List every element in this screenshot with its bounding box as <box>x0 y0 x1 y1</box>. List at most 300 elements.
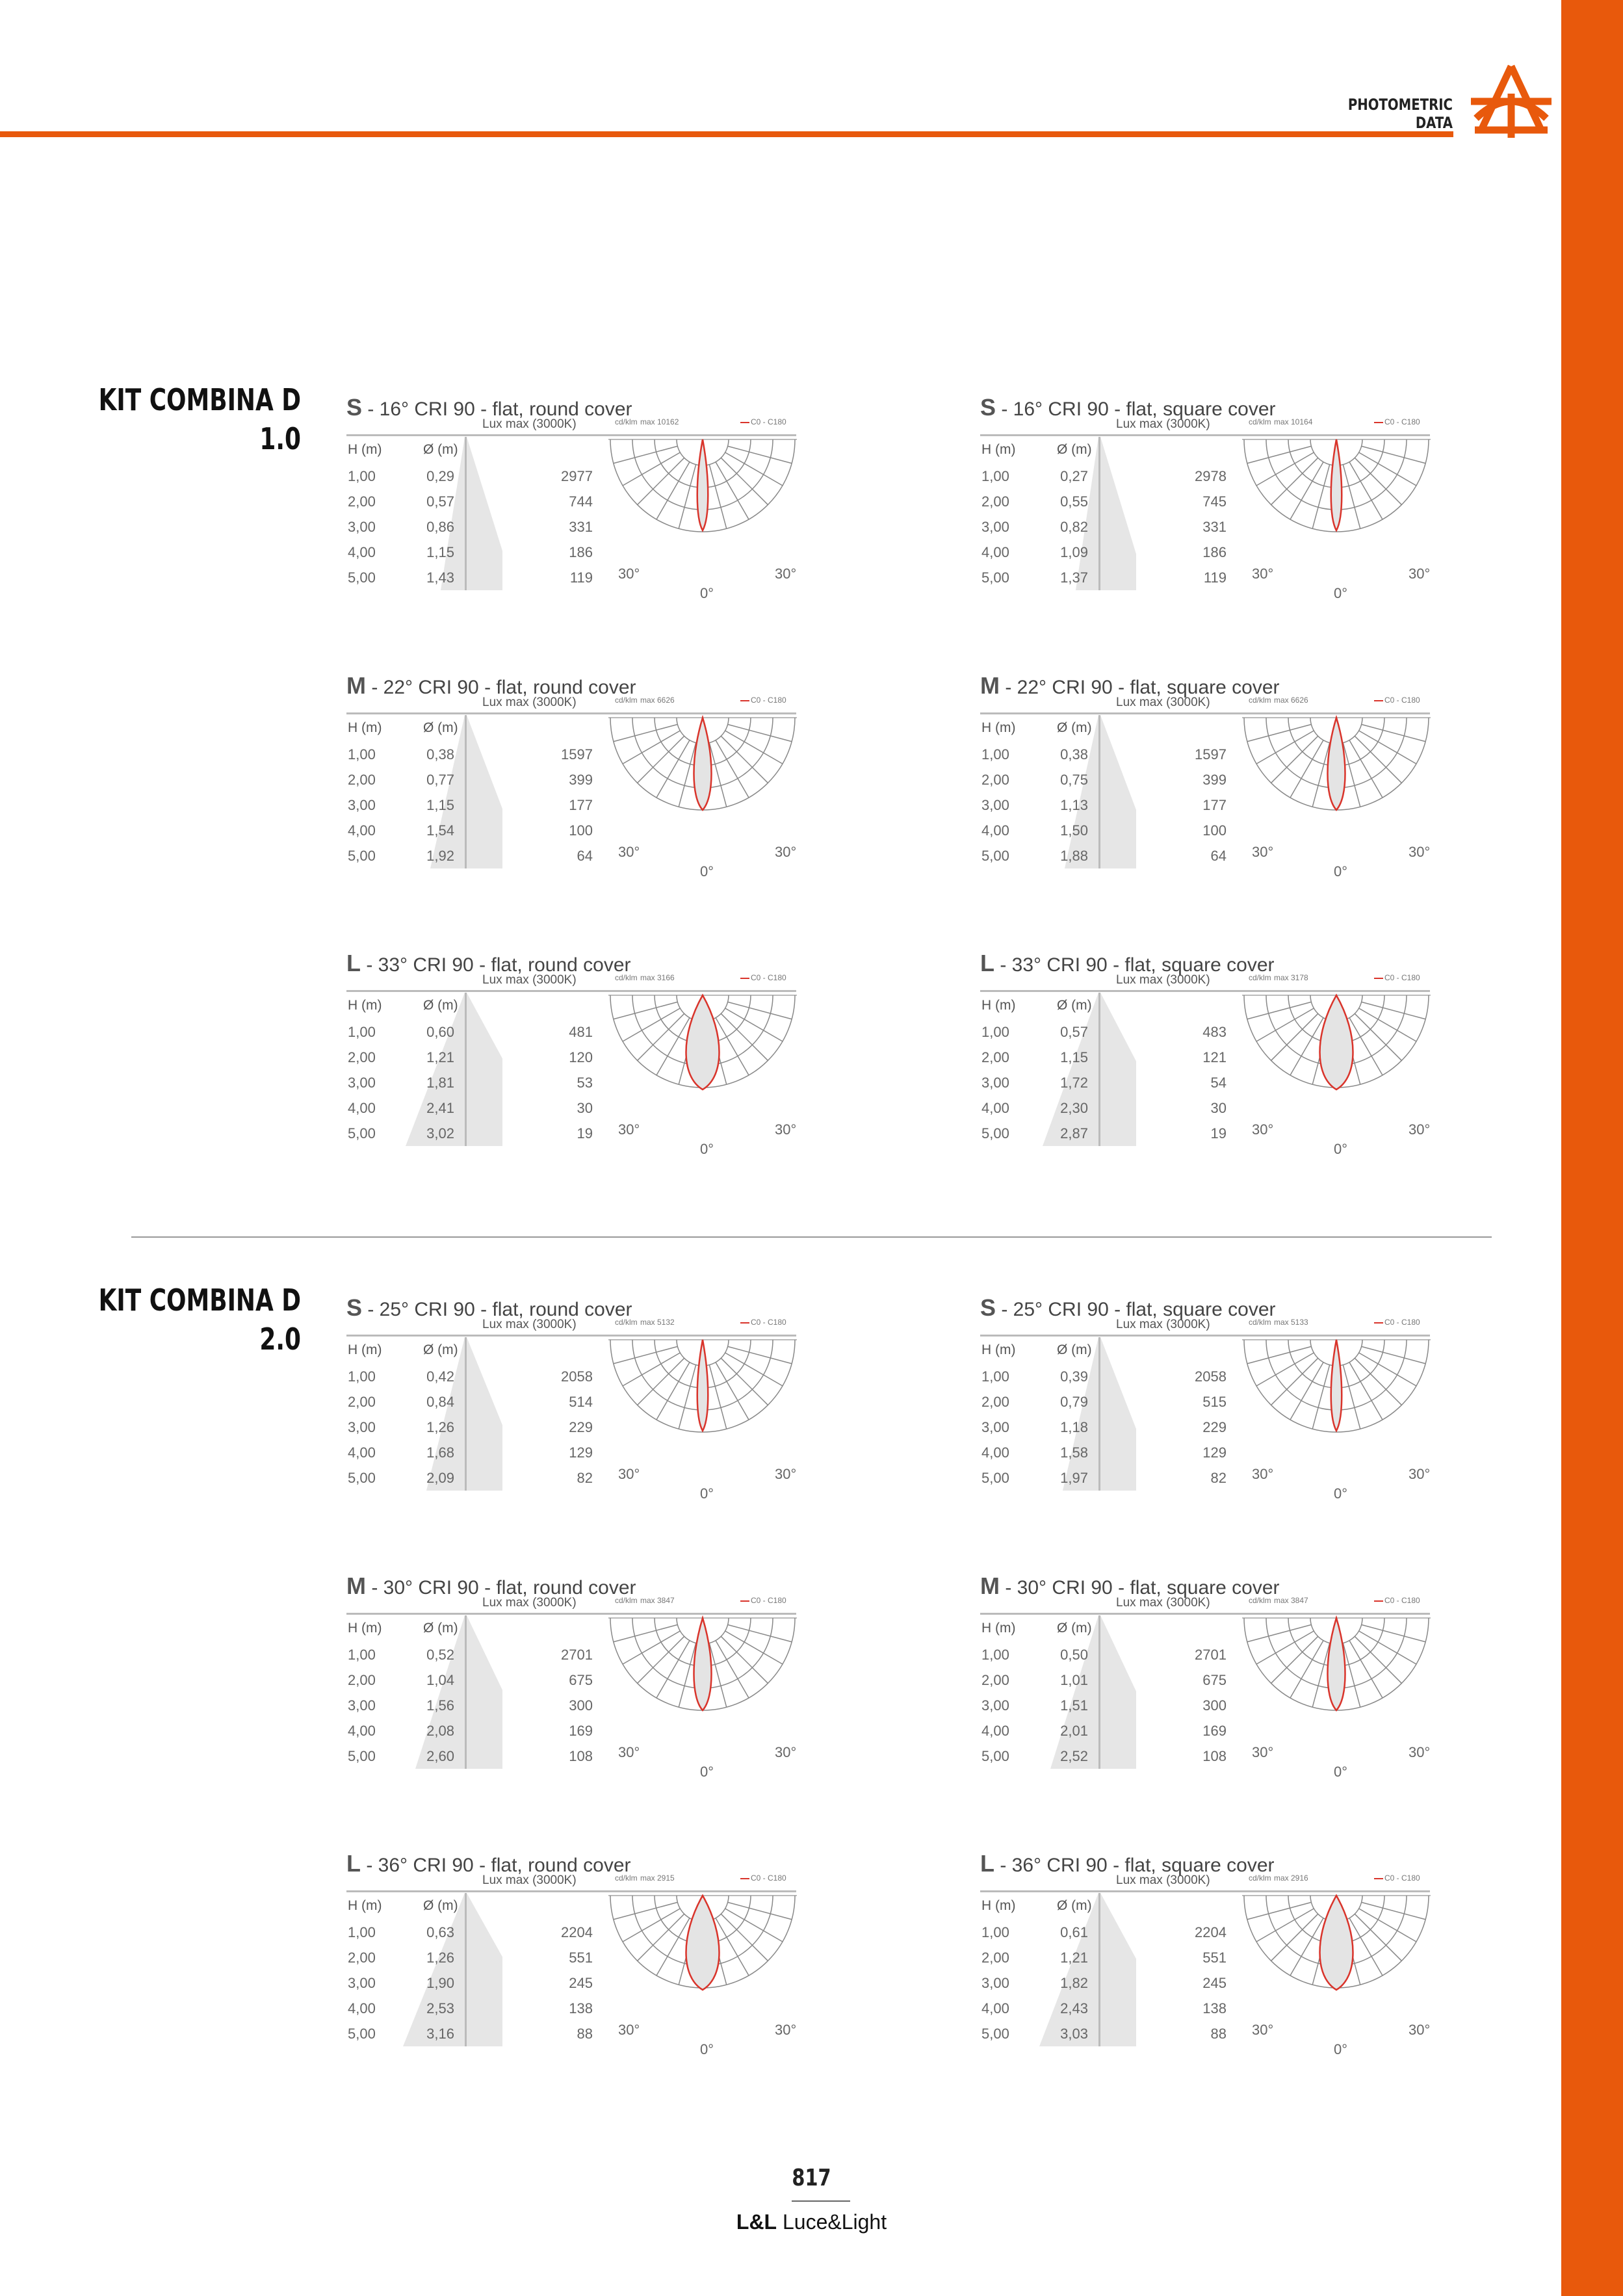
legend-label: C0 - C180 <box>751 417 786 426</box>
photometric-block <box>346 1294 801 1509</box>
polar-grid-ray <box>1271 1636 1318 1683</box>
unit-label: cd/klm <box>615 1596 638 1605</box>
height-value: 1,00 <box>348 1368 376 1385</box>
angle-label-left: 30° <box>1252 1466 1274 1482</box>
polar-grid-ray <box>679 1365 695 1429</box>
height-value: 3,00 <box>348 519 376 535</box>
lux-value: 2977 <box>561 468 593 484</box>
height-value: 4,00 <box>348 1100 376 1116</box>
lux-value: 64 <box>1210 848 1227 864</box>
lux-max-header: Lux max (3000K) <box>1116 1873 1210 1887</box>
angle-label-bottom: 0° <box>700 1141 714 1157</box>
lux-value: 483 <box>1202 1024 1227 1040</box>
polar-grid-ray <box>716 740 749 798</box>
legend-label: C0 - C180 <box>1384 417 1420 426</box>
angle-label-left: 30° <box>1252 2022 1274 2038</box>
diameter-value: 2,53 <box>426 2000 454 2016</box>
legend-label: C0 - C180 <box>751 1318 786 1327</box>
angle-label-left: 30° <box>1252 566 1274 582</box>
diameter-value: 0,52 <box>426 1647 454 1663</box>
lux-value: 2701 <box>1195 1647 1227 1663</box>
polar-grid-ray <box>721 1013 768 1060</box>
height-value: 1,00 <box>981 468 1009 484</box>
polar-grid-ray <box>728 1002 792 1019</box>
beam-description: - 25° CRI 90 - flat, square cover <box>1001 1299 1276 1320</box>
polar-grid-ray <box>638 1013 684 1060</box>
polar-grid-ray <box>716 1918 749 1976</box>
diameter-value: 1,15 <box>426 797 454 813</box>
polar-grid-ray <box>721 458 768 504</box>
height-value: 3,00 <box>348 1419 376 1435</box>
legend-label: C0 - C180 <box>1384 1873 1420 1883</box>
light-cone-wedge <box>346 714 502 870</box>
height-value: 4,00 <box>348 1444 376 1461</box>
light-cone-wedge <box>346 1614 502 1770</box>
lux-max-header: Lux max (3000K) <box>482 1596 577 1610</box>
polar-grid-ray <box>709 1365 726 1429</box>
lux-value: 30 <box>577 1100 593 1116</box>
lux-value: 186 <box>569 544 593 560</box>
polar-grid-ray <box>1362 446 1426 463</box>
table-divider <box>465 1893 467 2046</box>
light-cone-wedge <box>346 991 502 1147</box>
brand-short: L&L <box>736 2210 777 2234</box>
diameter-value: 1,82 <box>1060 1975 1088 1991</box>
beam-description: - 16° CRI 90 - flat, round cover <box>367 398 632 420</box>
height-value: 2,00 <box>981 1950 1009 1966</box>
table-divider <box>465 1337 467 1491</box>
polar-grid-ray <box>1290 740 1323 798</box>
diameter-column-header: Ø (m) <box>1057 1621 1092 1636</box>
diameter-value: 0,82 <box>1060 519 1088 535</box>
beam-description: - 16° CRI 90 - flat, square cover <box>1001 398 1276 420</box>
height-value: 2,00 <box>348 493 376 510</box>
lux-value: 30 <box>1210 1100 1227 1116</box>
angle-label-left: 30° <box>618 1744 640 1760</box>
height-column-header: H (m) <box>981 442 1016 457</box>
polar-grid-ray <box>1247 1624 1312 1641</box>
lux-value: 100 <box>1202 822 1227 839</box>
diameter-value: 1,50 <box>1060 822 1088 839</box>
side-color-band <box>1561 0 1623 2296</box>
diameter-value: 1,26 <box>426 1950 454 1966</box>
light-cone-shape <box>1065 715 1136 868</box>
intensity-curve-c0-c180 <box>686 995 720 1089</box>
height-value: 5,00 <box>348 848 376 864</box>
lux-value: 100 <box>569 822 593 839</box>
diameter-value: 1,81 <box>426 1075 454 1091</box>
polar-grid-ray <box>721 736 768 783</box>
polar-grid-ray <box>1271 458 1318 504</box>
brand-footer <box>650 2210 973 2234</box>
beam-size-letter: S <box>346 1294 363 1321</box>
max-intensity-label: max 5133 <box>1274 1318 1308 1327</box>
diameter-value: 2,43 <box>1060 2000 1088 2016</box>
height-value: 3,00 <box>981 1419 1009 1435</box>
diameter-value: 0,77 <box>426 772 454 788</box>
polar-grid-ray <box>614 724 678 741</box>
diameter-value: 0,57 <box>426 493 454 510</box>
polar-grid-ray <box>1256 452 1314 486</box>
polar-grid-ray <box>1355 1636 1401 1683</box>
lux-value: 229 <box>569 1419 593 1435</box>
polar-grid-ray <box>656 740 690 798</box>
height-column-header: H (m) <box>348 1342 382 1357</box>
angle-label-bottom: 0° <box>1334 1485 1348 1502</box>
polar-grid-ray <box>638 458 684 504</box>
lux-value: 88 <box>1210 2026 1227 2042</box>
height-value: 1,00 <box>981 1924 1009 1940</box>
light-cone-wedge <box>980 1892 1136 2048</box>
polar-grid-ray <box>623 452 680 486</box>
diameter-value: 1,97 <box>1060 1470 1088 1486</box>
intensity-curve-c0-c180 <box>1331 1340 1342 1431</box>
lux-value: 245 <box>1202 1975 1227 1991</box>
table-divider <box>1098 437 1100 590</box>
polar-grid-ray <box>1290 462 1323 519</box>
polar-grid-ray <box>1359 731 1416 764</box>
light-cone-shape <box>415 1615 502 1769</box>
polar-grid-ray <box>1362 724 1426 741</box>
polar-grid-ray <box>1271 1914 1318 1961</box>
photometric-block <box>980 672 1435 887</box>
lux-max-header: Lux max (3000K) <box>482 1873 577 1887</box>
section-title-2: KIT COMBINA D 2.0 <box>98 1283 301 1357</box>
angle-label-bottom: 0° <box>700 1485 714 1502</box>
beam-description: - 30° CRI 90 - flat, round cover <box>371 1577 636 1598</box>
polar-grid-ray <box>1362 1624 1426 1641</box>
height-value: 1,00 <box>348 1924 376 1940</box>
height-value: 4,00 <box>348 544 376 560</box>
diameter-value: 1,90 <box>426 1975 454 1991</box>
height-value: 1,00 <box>348 468 376 484</box>
angle-label-right: 30° <box>775 2022 797 2038</box>
lux-max-header: Lux max (3000K) <box>1116 973 1210 987</box>
diameter-column-header: Ø (m) <box>423 442 458 457</box>
lux-value: 138 <box>1202 2000 1227 2016</box>
height-value: 3,00 <box>348 1075 376 1091</box>
header-title: PHOTOMETRIC DATA <box>1347 96 1453 132</box>
polar-grid-ray <box>1359 1631 1416 1664</box>
lux-value: 120 <box>569 1049 593 1065</box>
polar-grid-ray <box>728 446 792 463</box>
max-intensity-label: max 3178 <box>1274 973 1308 982</box>
max-intensity-label: max 3166 <box>640 973 675 982</box>
lux-max-header: Lux max (3000K) <box>1116 1596 1210 1610</box>
max-intensity-label: max 2915 <box>640 1873 675 1883</box>
diameter-column-header: Ø (m) <box>423 720 458 735</box>
diameter-value: 2,52 <box>1060 1748 1088 1764</box>
section-title-1: KIT COMBINA D 1.0 <box>98 382 301 456</box>
beam-description: - 36° CRI 90 - flat, round cover <box>366 1855 631 1876</box>
brand-name: Luce&Light <box>782 2210 887 2234</box>
max-intensity-label: max 10164 <box>1274 417 1313 426</box>
unit-label: cd/klm <box>615 417 638 426</box>
polar-grid-ray <box>1349 1918 1383 1976</box>
polar-grid-ray <box>1349 1363 1383 1420</box>
lux-value: 744 <box>569 493 593 510</box>
lux-value: 300 <box>569 1697 593 1714</box>
diameter-value: 2,60 <box>426 1748 454 1764</box>
polar-grid-ray <box>1271 1013 1318 1060</box>
light-cone-shape <box>403 1893 502 2046</box>
unit-label: cd/klm <box>615 696 638 705</box>
light-cone-shape <box>1076 437 1136 590</box>
lux-value: 186 <box>1202 544 1227 560</box>
legend-label: C0 - C180 <box>1384 1318 1420 1327</box>
polar-grid-ray <box>1290 1641 1323 1698</box>
legend-label: C0 - C180 <box>1384 973 1420 982</box>
height-value: 1,00 <box>348 1647 376 1663</box>
diameter-value: 1,58 <box>1060 1444 1088 1461</box>
height-value: 4,00 <box>981 1444 1009 1461</box>
diameter-value: 1,21 <box>1060 1950 1088 1966</box>
polar-grid-ray <box>1349 1018 1383 1075</box>
polar-grid-ray <box>725 1909 783 1942</box>
polar-grid-ray <box>725 452 783 486</box>
height-value: 2,00 <box>981 772 1009 788</box>
height-value: 4,00 <box>981 822 1009 839</box>
light-cone-wedge <box>346 436 502 592</box>
page-number-rule <box>792 2200 850 2202</box>
light-cone-wedge <box>980 436 1136 592</box>
polar-grid-ray <box>614 446 678 463</box>
polar-grid-ray <box>721 1636 768 1683</box>
beam-size-letter: L <box>980 950 994 976</box>
polar-grid-ray <box>725 731 783 764</box>
table-divider <box>465 715 467 868</box>
diameter-column-header: Ø (m) <box>1057 1898 1092 1913</box>
lux-value: 121 <box>1202 1049 1227 1065</box>
lux-max-header: Lux max (3000K) <box>482 1318 577 1331</box>
polar-grid-ray <box>623 1631 680 1664</box>
unit-label: cd/klm <box>1249 1873 1271 1883</box>
polar-grid-ray <box>679 465 695 529</box>
angle-label-bottom: 0° <box>1334 585 1348 601</box>
height-value: 1,00 <box>981 746 1009 763</box>
height-value: 1,00 <box>981 1368 1009 1385</box>
height-column-header: H (m) <box>981 998 1016 1013</box>
lux-value: 129 <box>569 1444 593 1461</box>
polar-grid-ray <box>1271 1358 1318 1405</box>
lux-value: 481 <box>569 1024 593 1040</box>
lux-value: 19 <box>1210 1125 1227 1141</box>
table-divider <box>465 1615 467 1769</box>
diameter-value: 2,08 <box>426 1723 454 1739</box>
diameter-value: 1,26 <box>426 1419 454 1435</box>
beam-description: - 22° CRI 90 - flat, square cover <box>1005 677 1280 698</box>
angle-label-right: 30° <box>775 1121 797 1138</box>
intensity-curve-c0-c180 <box>694 1618 712 1710</box>
diameter-value: 1,09 <box>1060 544 1088 560</box>
height-value: 5,00 <box>348 1748 376 1764</box>
legend-label: C0 - C180 <box>1384 1596 1420 1605</box>
intensity-curve-c0-c180 <box>1320 1896 1353 1990</box>
photometric-block <box>980 950 1435 1164</box>
height-value: 5,00 <box>981 569 1009 586</box>
height-value: 3,00 <box>981 1975 1009 1991</box>
table-divider <box>465 993 467 1146</box>
angle-label-right: 30° <box>1409 844 1431 860</box>
diameter-value: 1,54 <box>426 822 454 839</box>
height-value: 4,00 <box>981 544 1009 560</box>
diameter-column-header: Ø (m) <box>423 1898 458 1913</box>
polar-grid-ray <box>1359 1353 1416 1386</box>
polar-grid-ray <box>614 1346 678 1363</box>
diameter-value: 2,87 <box>1060 1125 1088 1141</box>
polar-grid-ray <box>656 1363 690 1420</box>
diameter-value: 0,38 <box>1060 746 1088 763</box>
polar-grid-ray <box>623 1353 680 1386</box>
photometric-block <box>980 1572 1435 1787</box>
table-divider <box>1098 1615 1100 1769</box>
lux-value: 1597 <box>561 746 593 763</box>
diameter-value: 0,50 <box>1060 1647 1088 1663</box>
angle-label-left: 30° <box>618 566 640 582</box>
unit-label: cd/klm <box>1249 1596 1271 1605</box>
angle-label-bottom: 0° <box>1334 1141 1348 1157</box>
diameter-value: 2,01 <box>1060 1723 1088 1739</box>
light-cone-wedge <box>980 991 1136 1147</box>
header-rule <box>0 131 1453 137</box>
polar-grid-ray <box>638 1914 684 1961</box>
diameter-value: 0,29 <box>426 468 454 484</box>
polar-grid-ray <box>721 1914 768 1961</box>
lux-value: 2204 <box>561 1924 593 1940</box>
light-cone-shape <box>1043 993 1136 1146</box>
height-column-header: H (m) <box>981 1898 1016 1913</box>
beam-description: - 33° CRI 90 - flat, square cover <box>1000 954 1275 976</box>
photometric-block <box>980 1294 1435 1509</box>
table-divider <box>465 437 467 590</box>
diameter-value: 1,43 <box>426 569 454 586</box>
height-column-header: H (m) <box>348 720 382 735</box>
height-value: 1,00 <box>981 1024 1009 1040</box>
polar-grid-ray <box>728 724 792 741</box>
diameter-value: 2,30 <box>1060 1100 1088 1116</box>
polar-grid-ray <box>623 1008 680 1041</box>
beam-size-letter: M <box>980 672 1000 699</box>
lux-value: 82 <box>1210 1470 1227 1486</box>
max-intensity-label: max 2916 <box>1274 1873 1308 1883</box>
angle-label-right: 30° <box>775 566 797 582</box>
angle-label-left: 30° <box>1252 844 1274 860</box>
height-value: 2,00 <box>981 1049 1009 1065</box>
unit-label: cd/klm <box>1249 417 1271 426</box>
height-value: 3,00 <box>981 797 1009 813</box>
lux-value: 129 <box>1202 1444 1227 1461</box>
lux-value: 2058 <box>561 1368 593 1385</box>
legend-label: C0 - C180 <box>751 1873 786 1883</box>
lux-value: 675 <box>1202 1672 1227 1688</box>
height-value: 5,00 <box>348 569 376 586</box>
diameter-value: 1,51 <box>1060 1697 1088 1714</box>
diameter-value: 1,21 <box>426 1049 454 1065</box>
beam-size-letter: L <box>346 1850 361 1877</box>
diameter-value: 0,86 <box>426 519 454 535</box>
polar-grid-ray <box>1349 740 1383 798</box>
light-cone-shape <box>406 993 502 1146</box>
lux-value: 138 <box>569 2000 593 2016</box>
diameter-column-header: Ø (m) <box>1057 998 1092 1013</box>
height-value: 5,00 <box>981 1748 1009 1764</box>
polar-grid-ray <box>709 465 726 529</box>
intensity-curve-c0-c180 <box>697 1340 708 1431</box>
diameter-value: 1,68 <box>426 1444 454 1461</box>
polar-grid-ray <box>623 1909 680 1942</box>
light-cone-shape <box>1050 1615 1136 1769</box>
lux-value: 515 <box>1202 1394 1227 1410</box>
lux-value: 229 <box>1202 1419 1227 1435</box>
height-value: 2,00 <box>348 772 376 788</box>
intensity-curve-c0-c180 <box>694 718 712 810</box>
polar-grid-ray <box>721 1358 768 1405</box>
lux-max-header: Lux max (3000K) <box>1116 1318 1210 1331</box>
lux-value: 88 <box>577 2026 593 2042</box>
beam-size-letter: M <box>980 1572 1000 1599</box>
polar-grid-ray <box>1362 1902 1426 1919</box>
polar-grid-ray <box>1355 458 1401 504</box>
angle-label-right: 30° <box>775 1744 797 1760</box>
polar-grid-ray <box>614 1624 678 1641</box>
angle-label-bottom: 0° <box>700 1764 714 1780</box>
max-intensity-label: max 3847 <box>1274 1596 1308 1605</box>
diameter-value: 0,79 <box>1060 1394 1088 1410</box>
height-value: 5,00 <box>348 1470 376 1486</box>
polar-grid-ray <box>1343 1365 1360 1429</box>
beam-size-letter: M <box>346 1572 366 1599</box>
diameter-value: 1,92 <box>426 848 454 864</box>
angle-label-left: 30° <box>618 2022 640 2038</box>
polar-grid-ray <box>728 1624 792 1641</box>
angle-label-right: 30° <box>1409 1744 1431 1760</box>
height-column-header: H (m) <box>981 1342 1016 1357</box>
unit-label: cd/klm <box>615 1318 638 1327</box>
beam-description: - 36° CRI 90 - flat, square cover <box>1000 1855 1275 1876</box>
polar-grid-ray <box>1355 736 1401 783</box>
height-value: 2,00 <box>348 1672 376 1688</box>
beam-size-letter: S <box>980 1294 996 1321</box>
diameter-value: 1,15 <box>1060 1049 1088 1065</box>
lux-value: 169 <box>569 1723 593 1739</box>
polar-grid-ray <box>1359 1008 1416 1041</box>
height-value: 5,00 <box>981 848 1009 864</box>
diameter-value: 0,84 <box>426 1394 454 1410</box>
legend-label: C0 - C180 <box>751 973 786 982</box>
light-cone-wedge <box>346 1892 502 2048</box>
polar-grid-ray <box>638 1636 684 1683</box>
polar-grid-ray <box>1256 731 1314 764</box>
photometric-block <box>346 394 801 608</box>
polar-grid-ray <box>1247 1002 1312 1019</box>
lux-value: 53 <box>577 1075 593 1091</box>
lux-value: 245 <box>569 1975 593 1991</box>
polar-grid-ray <box>716 1641 749 1698</box>
height-column-header: H (m) <box>348 1898 382 1913</box>
diameter-column-header: Ø (m) <box>423 1342 458 1357</box>
height-value: 2,00 <box>981 493 1009 510</box>
lux-value: 54 <box>1210 1075 1227 1091</box>
photometric-block <box>980 1850 1435 2065</box>
height-value: 1,00 <box>348 1024 376 1040</box>
photometric-block <box>346 950 801 1164</box>
max-intensity-label: max 3847 <box>640 1596 675 1605</box>
photometric-block <box>346 1850 801 2065</box>
polar-grid-ray <box>1359 1909 1416 1942</box>
height-value: 3,00 <box>348 797 376 813</box>
beam-size-letter: L <box>346 950 361 976</box>
polar-grid-ray <box>1362 1002 1426 1019</box>
